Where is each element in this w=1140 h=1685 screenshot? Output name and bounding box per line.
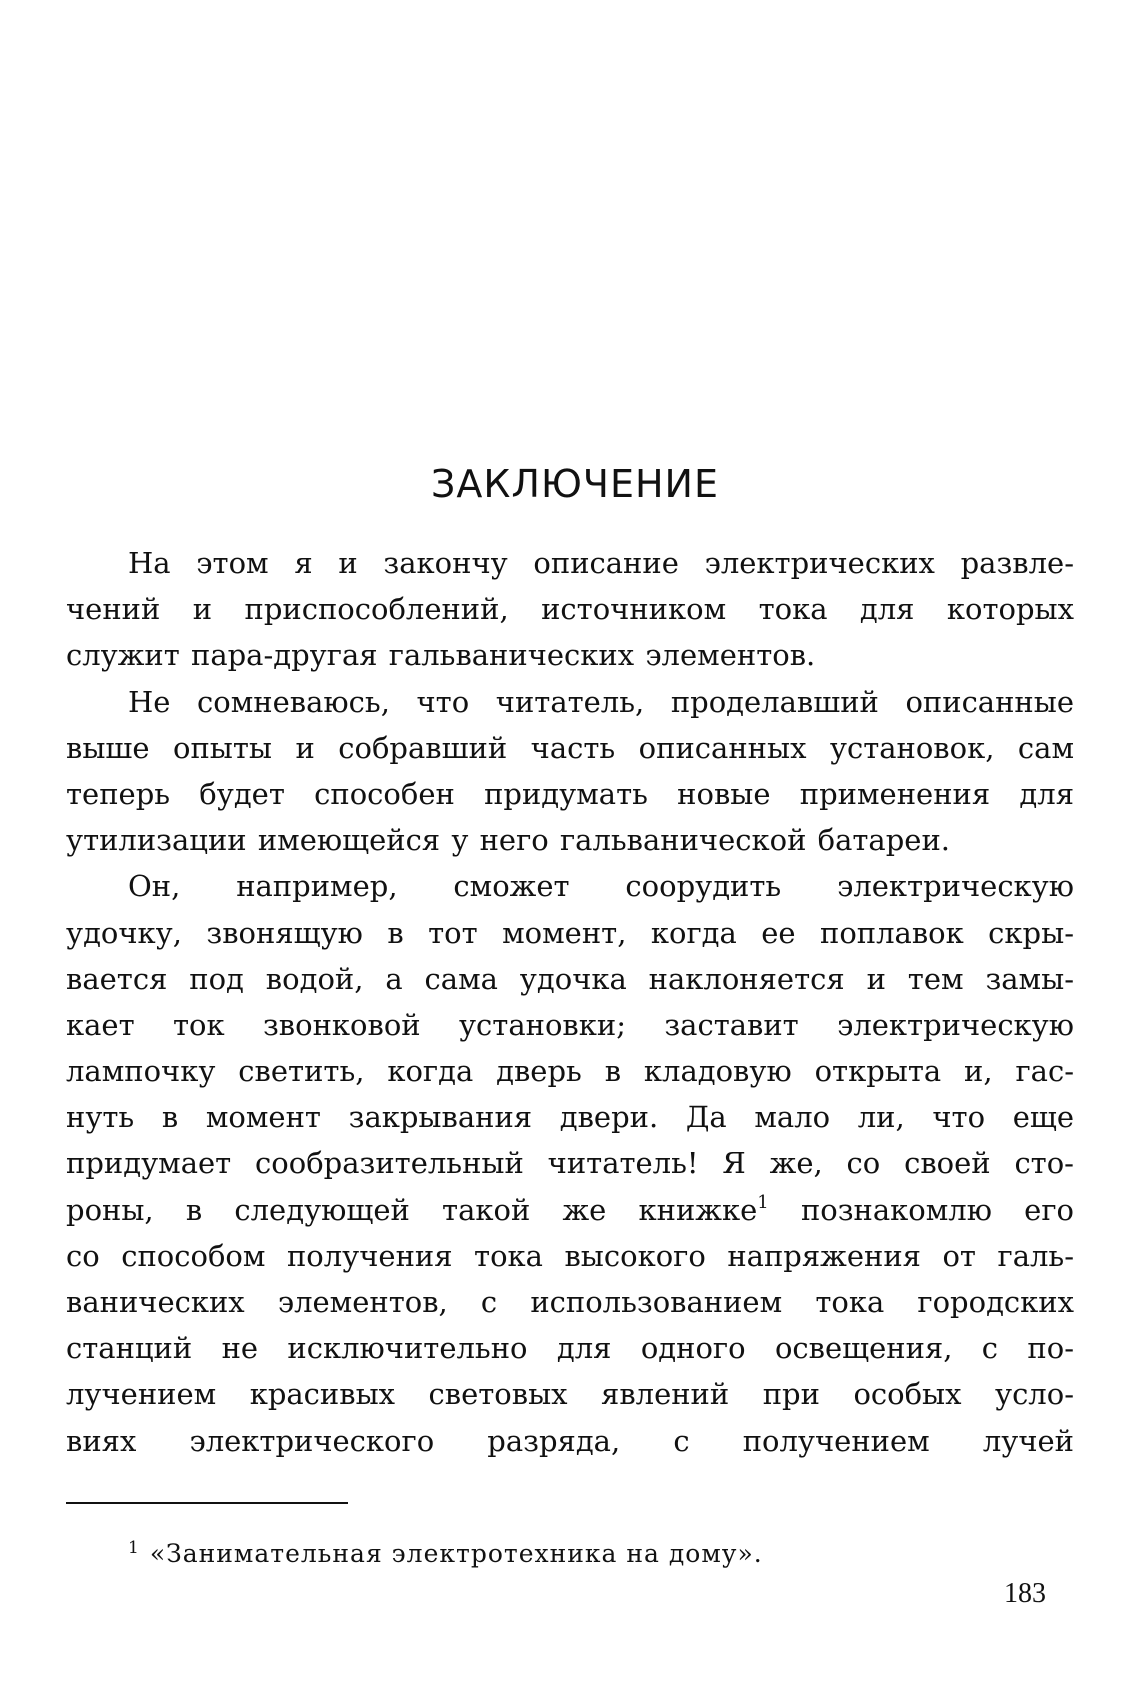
text-line: придумает сообразительный читатель! Я же, со своей сто- <box>66 1146 1074 1181</box>
text-line: удочку, звонящую в тот момент, когда ее поплавок скры- <box>66 915 1074 950</box>
footnote-mark: 1 <box>128 1538 140 1558</box>
text-line: ванических элементов, с использованием тока городских <box>66 1285 1074 1319</box>
text-line: нуть в момент закрывания двери. Да мало ли, что еще <box>66 1100 1074 1135</box>
page-title: ЗАКЛЮЧЕНИЕ <box>430 462 719 506</box>
text-line: лучением красивых световых явлений при особых усло- <box>66 1377 1074 1412</box>
footnote-reference: 1 <box>757 1191 769 1213</box>
text-segment: познакомлю его <box>800 1192 1074 1227</box>
text-line: со способом получения тока высокого напряжения от галь- <box>66 1238 1074 1273</box>
text-line: служит пара-другая гальванических элементов. <box>66 638 816 673</box>
body-text <box>66 540 1074 1464</box>
text-line: кает ток звонковой установки; заставит электрическую <box>66 1007 1074 1042</box>
text-line: лампочку светить, когда дверь в кладовую открыта и, гас- <box>66 1054 1074 1089</box>
footnote-text: «Занимательная электротехника на дому». <box>149 1539 763 1568</box>
page-number: 183 <box>1004 1578 1046 1609</box>
text-line: станций не исключительно для одного освещения, с по- <box>66 1331 1074 1366</box>
text-line: вается под водой, а сама удочка наклоняется и тем замы- <box>66 961 1074 996</box>
text-line: теперь будет способен придумать новые применения для <box>66 776 1074 811</box>
text-line: Не сомневаюсь, что читатель, проделавший описанные <box>128 684 1074 719</box>
footnote <box>128 1538 763 1568</box>
text-line: виях электрического разряда, с получением лучей <box>66 1423 1074 1458</box>
text-line: чений и приспособлений, источником тока для которых <box>66 592 1074 627</box>
text-segment: роны, в следующей такой же книжке <box>66 1192 758 1227</box>
text-line: На этом я и закончу описание электрических развле- <box>128 546 1074 580</box>
text-line: выше опыты и собравший часть описанных установок, сам <box>66 730 1074 765</box>
text-line-with-footnote <box>66 1187 1074 1233</box>
text-line: утилизации имеющейся у него гальванической батареи. <box>66 823 950 858</box>
footnote-divider <box>66 1502 348 1504</box>
text-line: Он, например, сможет соорудить электрическую <box>128 869 1074 904</box>
